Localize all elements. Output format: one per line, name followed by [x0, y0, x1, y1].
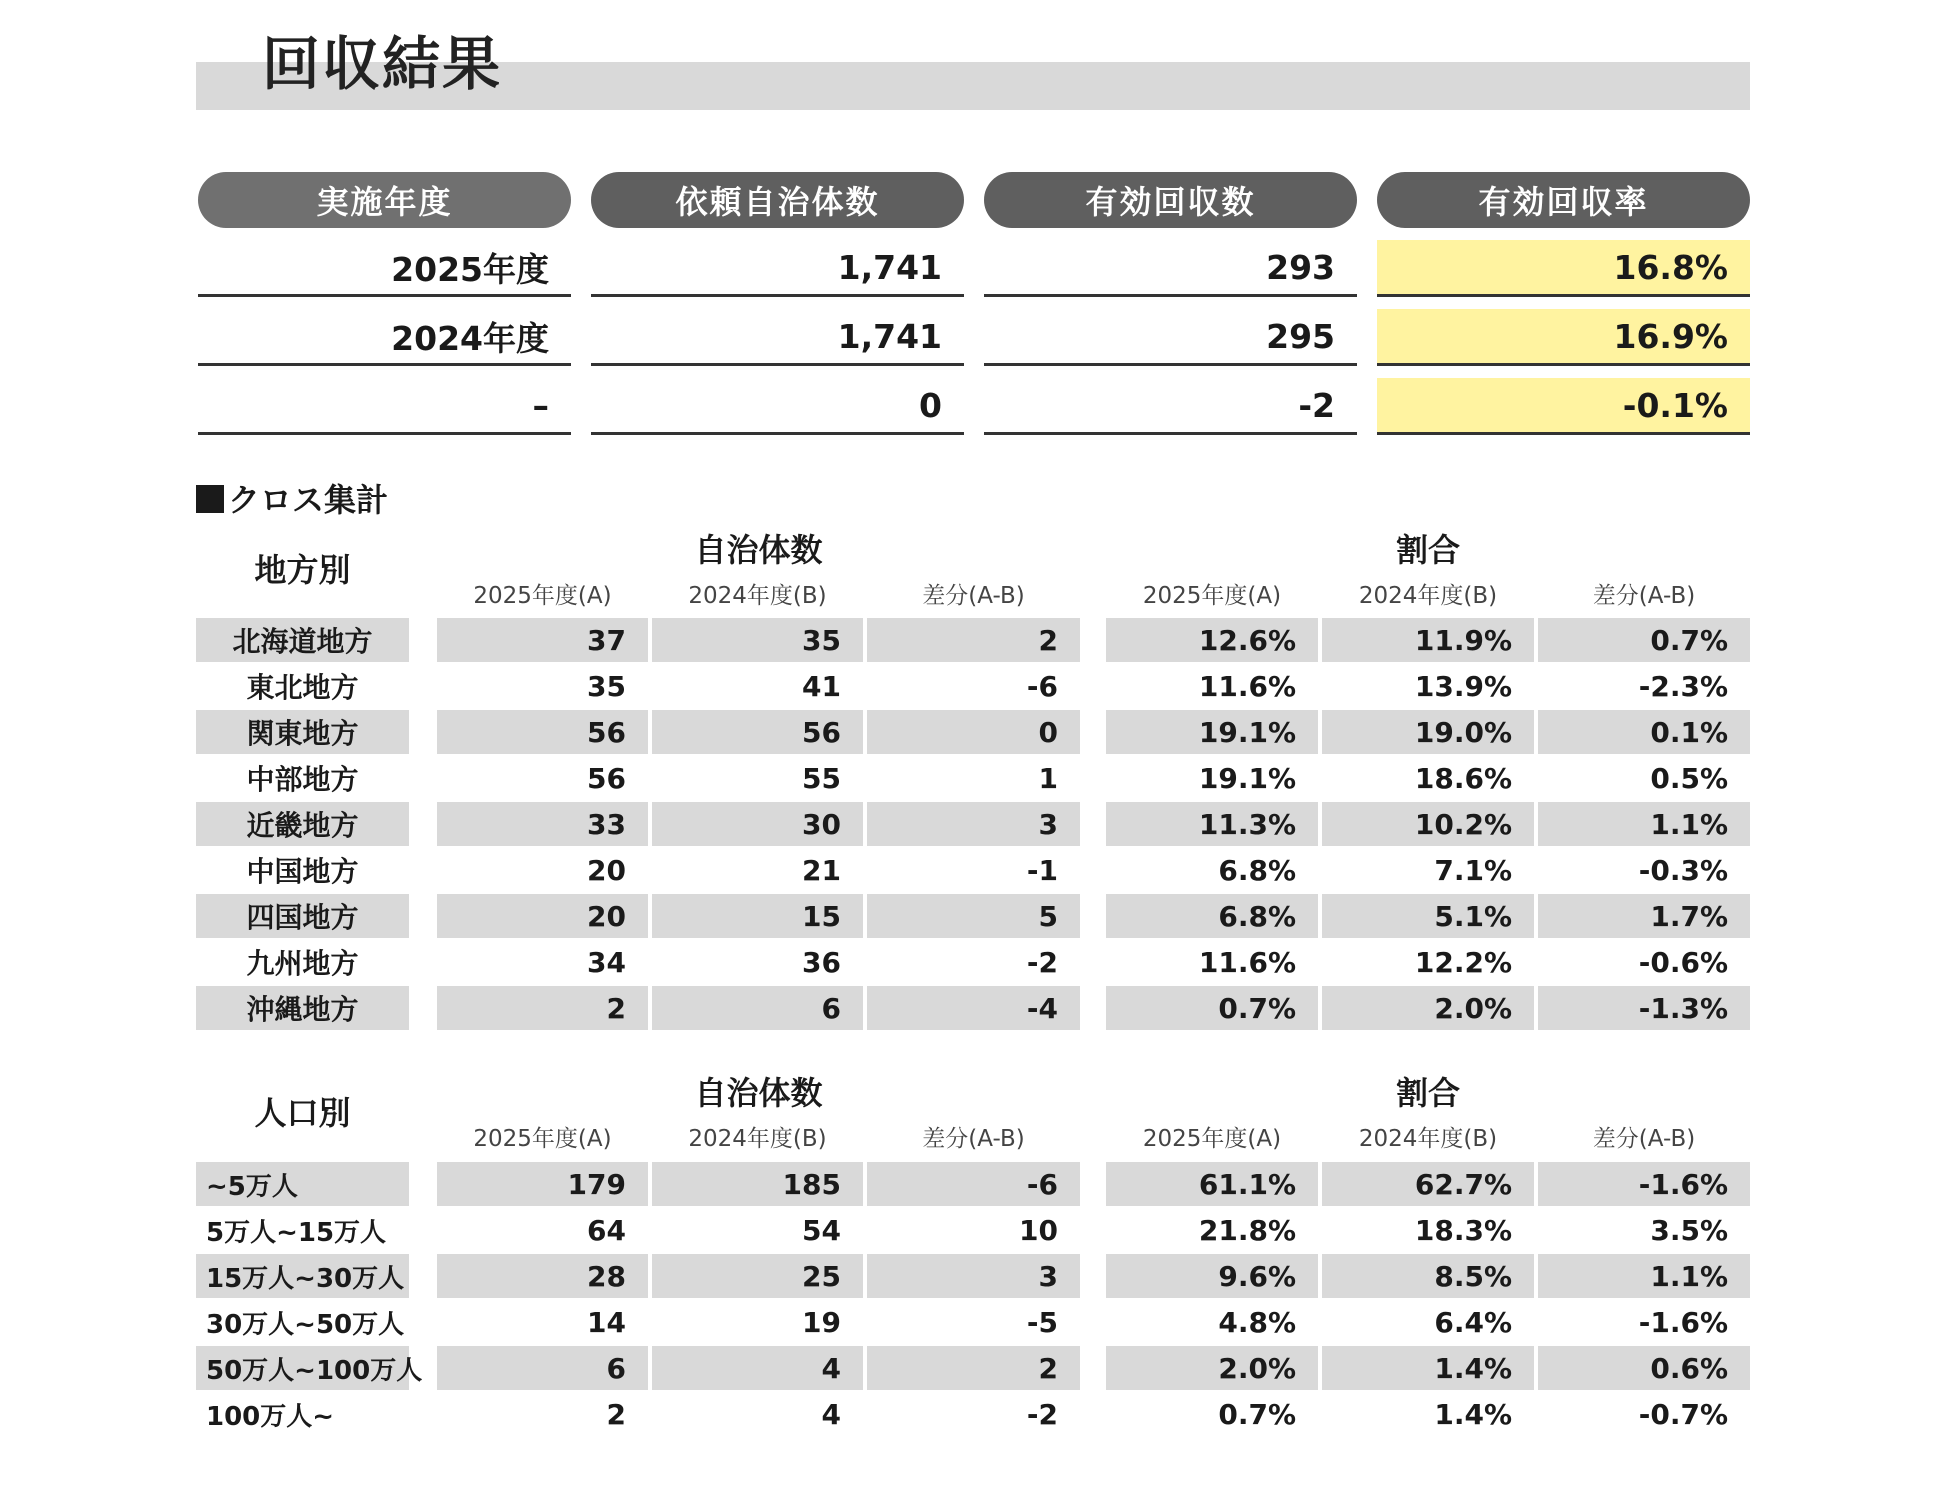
- table-cell: 10.2%: [1322, 802, 1534, 846]
- table-cell: 3: [867, 802, 1080, 846]
- sub-header: 2025年度(A): [1142, 583, 1282, 609]
- summary-header-requested: 依頼自治体数: [591, 172, 964, 228]
- sub-header: 2024年度(B): [688, 583, 827, 609]
- table-cell: -5: [1026, 1305, 1058, 1339]
- row-label: 50万人~100万人: [196, 1346, 409, 1390]
- table-cell: 2.0%: [1322, 986, 1534, 1030]
- table-cell: 179: [437, 1162, 648, 1206]
- table-cell: 36: [802, 945, 841, 979]
- table-cell: 185: [652, 1162, 863, 1206]
- row-label: 5万人~15万人: [206, 1217, 387, 1248]
- table-cell: 62.7%: [1322, 1162, 1534, 1206]
- row-label: 30万人~50万人: [206, 1309, 405, 1340]
- table-cell: 0: [867, 710, 1080, 754]
- summary-cell: 0: [591, 378, 964, 435]
- summary-cell: 295: [984, 309, 1357, 366]
- summary-rate-cell: 16.8%: [1377, 240, 1750, 297]
- table-cell: 12.6%: [1106, 618, 1318, 662]
- table-cell: 0.5%: [1650, 761, 1728, 795]
- table-cell: -2: [1026, 945, 1058, 979]
- table-cell: -1.6%: [1638, 1305, 1728, 1339]
- table-cell: -2.3%: [1638, 669, 1728, 703]
- table-cell: 19.1%: [1106, 710, 1318, 754]
- table-cell: 35: [587, 669, 626, 703]
- row-label: 東北地方: [246, 671, 359, 704]
- sub-header: 差分(A-B): [922, 583, 1025, 609]
- table-cell: 6: [437, 1346, 648, 1390]
- table-cell: 6.8%: [1106, 894, 1318, 938]
- table-cell: 3: [867, 1254, 1080, 1298]
- population-count-header: 自治体数: [694, 1074, 823, 1112]
- row-label: 北海道地方: [196, 618, 409, 662]
- table-cell: 34: [587, 945, 626, 979]
- table-cell: 10: [1019, 1213, 1058, 1247]
- table-cell: 54: [802, 1213, 841, 1247]
- table-cell: 33: [437, 802, 648, 846]
- table-cell: 56: [437, 710, 648, 754]
- table-cell: 4.8%: [1218, 1305, 1296, 1339]
- table-cell: 11.6%: [1198, 945, 1296, 979]
- table-cell: 2: [437, 986, 648, 1030]
- table-cell: 1.4%: [1434, 1397, 1512, 1431]
- table-cell: 3.5%: [1650, 1213, 1728, 1247]
- summary-cell: -2: [984, 378, 1357, 435]
- sub-header: 2025年度(A): [473, 583, 612, 609]
- table-cell: -0.6%: [1638, 945, 1728, 979]
- page-title: 回収結果: [262, 30, 503, 98]
- table-cell: 2: [606, 1397, 626, 1431]
- table-cell: 2.0%: [1106, 1346, 1318, 1390]
- table-cell: 41: [802, 669, 841, 703]
- table-cell: 1: [1038, 761, 1058, 795]
- table-cell: -4: [867, 986, 1080, 1030]
- region-ratio-header: 割合: [1395, 531, 1460, 569]
- table-cell: 4: [821, 1397, 841, 1431]
- table-cell: 2: [867, 618, 1080, 662]
- summary-header-valid-rate: 有効回収率: [1377, 172, 1750, 228]
- table-cell: -0.7%: [1638, 1397, 1728, 1431]
- population-title: 人口別: [254, 1094, 351, 1132]
- summary-rate-cell: 16.9%: [1377, 309, 1750, 366]
- table-cell: 6.8%: [1218, 853, 1296, 887]
- row-label: 100万人~: [206, 1401, 335, 1432]
- table-cell: 8.5%: [1322, 1254, 1534, 1298]
- table-cell: -1.6%: [1538, 1162, 1750, 1206]
- table-cell: 20: [437, 894, 648, 938]
- table-cell: 21.8%: [1198, 1213, 1296, 1247]
- row-label: 四国地方: [196, 894, 409, 938]
- table-cell: 0.7%: [1106, 986, 1318, 1030]
- cross-section-title: クロス集計: [228, 481, 389, 519]
- table-cell: 11.6%: [1198, 669, 1296, 703]
- table-cell: 61.1%: [1106, 1162, 1318, 1206]
- sub-header: 差分(A-B): [1592, 583, 1696, 609]
- table-cell: 20: [587, 853, 626, 887]
- summary-cell: 293: [984, 240, 1357, 297]
- sub-header: 2024年度(B): [688, 1126, 827, 1152]
- region-count-header: 自治体数: [694, 531, 823, 569]
- table-cell: -6: [1026, 669, 1058, 703]
- table-cell: 0.1%: [1538, 710, 1750, 754]
- table-cell: 4: [652, 1346, 863, 1390]
- table-cell: 56: [587, 761, 626, 795]
- row-label: 近畿地方: [196, 802, 409, 846]
- sub-header: 2025年度(A): [473, 1126, 612, 1152]
- table-cell: 11.9%: [1322, 618, 1534, 662]
- table-cell: 5: [867, 894, 1080, 938]
- table-cell: 11.3%: [1106, 802, 1318, 846]
- table-cell: 25: [652, 1254, 863, 1298]
- summary-cell: –: [198, 378, 571, 435]
- table-cell: 64: [587, 1213, 626, 1247]
- row-label: 中部地方: [246, 763, 359, 796]
- table-cell: 9.6%: [1106, 1254, 1318, 1298]
- row-label: ~5万人: [196, 1162, 409, 1206]
- table-cell: 13.9%: [1414, 669, 1512, 703]
- summary-header-valid-count: 有効回収数: [984, 172, 1357, 228]
- table-cell: 7.1%: [1434, 853, 1512, 887]
- sub-header: 2025年度(A): [1142, 1126, 1282, 1152]
- table-cell: 12.2%: [1414, 945, 1512, 979]
- table-cell: 15: [652, 894, 863, 938]
- table-cell: -1: [1026, 853, 1058, 887]
- cross-section-label: [196, 478, 388, 522]
- region-title: 地方別: [254, 551, 351, 589]
- table-cell: -0.3%: [1638, 853, 1728, 887]
- table-cell: 18.6%: [1414, 761, 1512, 795]
- table-cell: 14: [587, 1305, 626, 1339]
- table-cell: -6: [867, 1162, 1080, 1206]
- table-cell: 1.4%: [1322, 1346, 1534, 1390]
- table-cell: 5.1%: [1322, 894, 1534, 938]
- population-ratio-header: 割合: [1395, 1074, 1460, 1112]
- table-cell: 1.7%: [1538, 894, 1750, 938]
- table-cell: 55: [802, 761, 841, 795]
- summary-header-year: 実施年度: [198, 172, 571, 228]
- row-label: 沖縄地方: [196, 986, 409, 1030]
- row-label: 関東地方: [196, 710, 409, 754]
- sub-header: 差分(A-B): [1592, 1126, 1696, 1152]
- sub-header: 2024年度(B): [1358, 1126, 1498, 1152]
- black-square-icon: [196, 485, 224, 513]
- summary-rate-cell: -0.1%: [1377, 378, 1750, 435]
- table-cell: 6: [652, 986, 863, 1030]
- table-cell: -2: [1026, 1397, 1058, 1431]
- summary-cell: 1,741: [591, 240, 964, 297]
- table-cell: 1.1%: [1538, 1254, 1750, 1298]
- table-cell: 56: [652, 710, 863, 754]
- table-cell: 6.4%: [1434, 1305, 1512, 1339]
- sub-header: 差分(A-B): [922, 1126, 1025, 1152]
- table-cell: 19.0%: [1322, 710, 1534, 754]
- table-cell: 0.6%: [1538, 1346, 1750, 1390]
- sub-header: 2024年度(B): [1358, 583, 1498, 609]
- summary-cell: 2024年度: [198, 309, 571, 366]
- row-label: 九州地方: [246, 947, 359, 980]
- summary-cell: 2025年度: [198, 240, 571, 297]
- table-cell: 35: [652, 618, 863, 662]
- row-label: 15万人~30万人: [196, 1254, 409, 1298]
- table-cell: 0.7%: [1538, 618, 1750, 662]
- table-cell: -1.3%: [1538, 986, 1750, 1030]
- table-cell: 37: [437, 618, 648, 662]
- table-cell: 2: [867, 1346, 1080, 1390]
- table-cell: 28: [437, 1254, 648, 1298]
- table-cell: 19: [802, 1305, 841, 1339]
- table-cell: 30: [652, 802, 863, 846]
- table-cell: 0.7%: [1218, 1397, 1296, 1431]
- table-cell: 1.1%: [1538, 802, 1750, 846]
- table-cell: 18.3%: [1414, 1213, 1512, 1247]
- table-cell: 19.1%: [1198, 761, 1296, 795]
- row-label: 中国地方: [246, 855, 359, 888]
- summary-cell: 1,741: [591, 309, 964, 366]
- table-cell: 21: [802, 853, 841, 887]
